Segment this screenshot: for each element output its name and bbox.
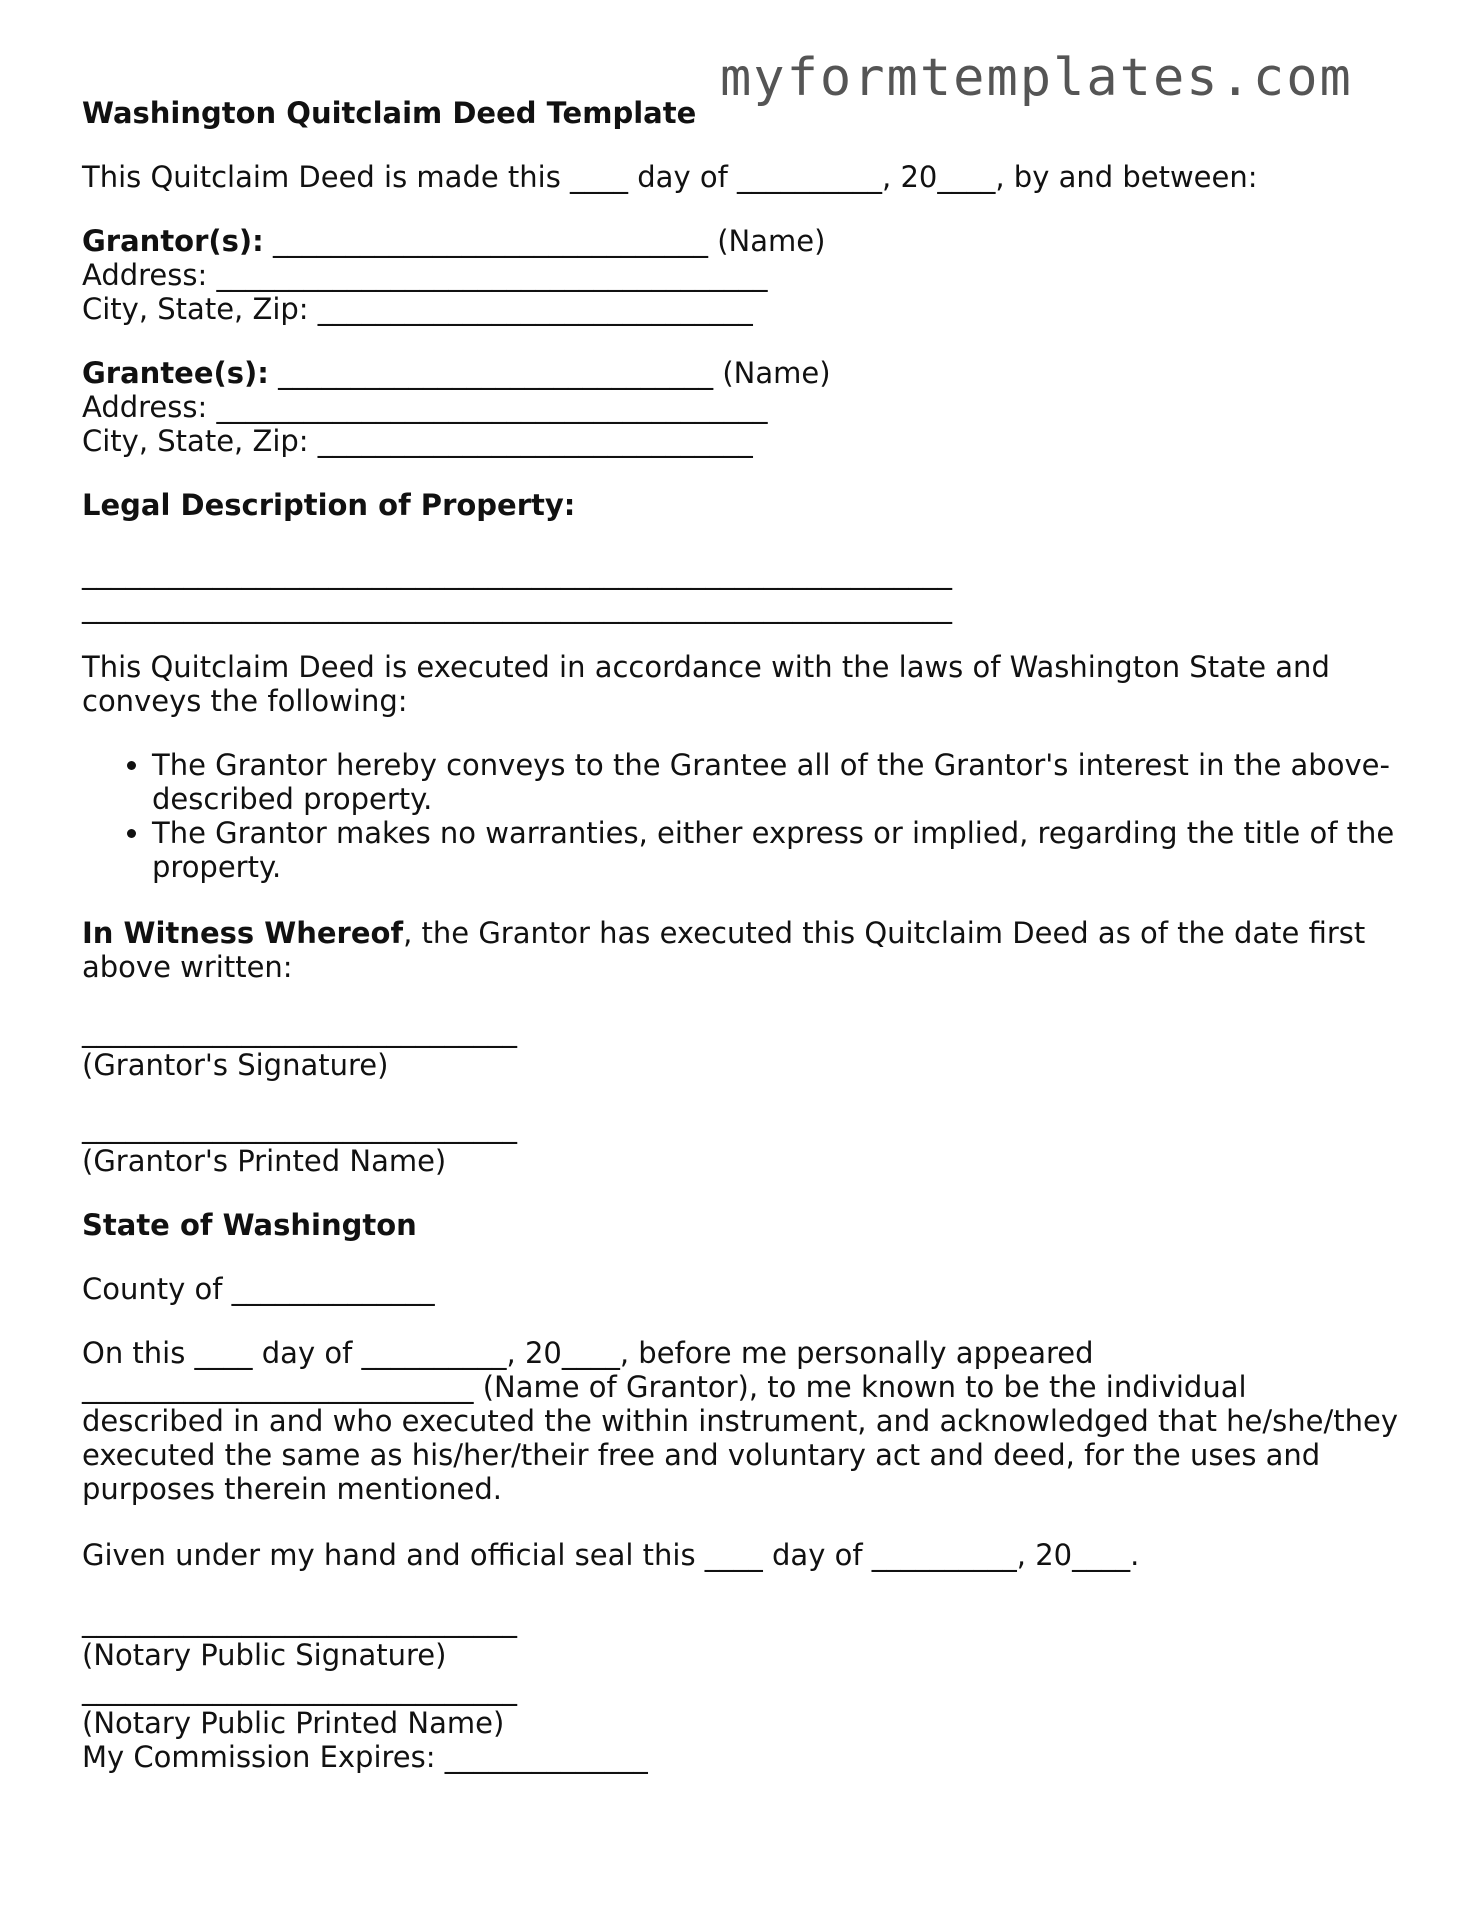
- notary-printed-name-caption: (Notary Public Printed Name): [82, 1706, 505, 1740]
- intro-line: This Quitclaim Deed is made this ____ day of __________, 20____, by and between:: [82, 160, 1258, 194]
- signature-line: ______________________________: [82, 1014, 517, 1048]
- legal-line-1: ____________________________________________________________: [82, 556, 952, 590]
- conveys-paragraph: [82, 650, 1330, 718]
- list-item: • The Grantor hereby conveys to the Grantee all of the Grantor's interest in the above- described property.: [152, 748, 1394, 816]
- legal-description-lines: [82, 556, 952, 624]
- legal-description-heading: Legal Description of Property:: [82, 488, 576, 522]
- witness-bold: In Witness Whereof: [82, 916, 404, 950]
- grantor-printed-name-caption: (Grantor's Printed Name): [82, 1144, 447, 1178]
- acknowledgment-paragraph: On this ____ day of __________, 20____, before me personally appeared ___________________________ (Name of Grantor), to me known to be the individual described in and who executed the within instrument, and acknowledged that he/she/they executed the same as his/her/their free and voluntary act and deed, for the uses and purposes therein mentioned.: [82, 1336, 1399, 1506]
- grantee-address-line: Address: ______________________________________: [82, 390, 768, 424]
- conveyance-list: [82, 748, 1394, 884]
- given-line: Given under my hand and official seal this ____ day of __________, 20____.: [82, 1538, 1140, 1572]
- conveys-line-1: This Quitclaim Deed is executed in accordance with the laws of Washington State and: [82, 650, 1330, 684]
- grantor-label: Grantor(s):: [82, 224, 264, 258]
- notary-signature-block: [82, 1604, 648, 1774]
- state-heading: State of Washington: [82, 1208, 417, 1242]
- grantee-section: [82, 356, 831, 458]
- grantor-city-line: City, State, Zip: ______________________________: [82, 292, 753, 326]
- grantor-name-line: ______________________________ (Name): [263, 224, 826, 258]
- signature-line: ______________________________: [82, 1110, 517, 1144]
- grantor-printed-name-block: [82, 1110, 517, 1178]
- grantor-address-line: Address: ______________________________________: [82, 258, 768, 292]
- grantee-city-line: City, State, Zip: ______________________________: [82, 424, 753, 458]
- document-title: Washington Quitclaim Deed Template: [82, 96, 697, 130]
- grantor-section: [82, 224, 825, 326]
- county-line: County of ______________: [82, 1272, 435, 1306]
- witness-paragraph: In Witness Whereof, the Grantor has executed this Quitclaim Deed as of the date first above written:: [82, 916, 1366, 984]
- grantor-signature-block: [82, 1014, 517, 1082]
- list-item: • The Grantor makes no warranties, either express or implied, regarding the title of the property.: [152, 816, 1394, 884]
- watermark: myformtemplates.com: [720, 48, 1353, 108]
- signature-line: ______________________________: [82, 1672, 517, 1706]
- grantor-signature-caption: (Grantor's Signature): [82, 1048, 389, 1082]
- witness-line-2: above written:: [82, 950, 293, 984]
- grantee-label: Grantee(s):: [82, 356, 269, 390]
- notary-signature-caption: (Notary Public Signature): [82, 1638, 447, 1672]
- commission-expires-line: My Commission Expires: ______________: [82, 1740, 648, 1774]
- conveys-line-2: conveys the following:: [82, 684, 408, 718]
- signature-line: ______________________________: [82, 1604, 517, 1638]
- legal-line-2: ____________________________________________________________: [82, 590, 952, 624]
- grantee-name-line: ______________________________ (Name): [268, 356, 831, 390]
